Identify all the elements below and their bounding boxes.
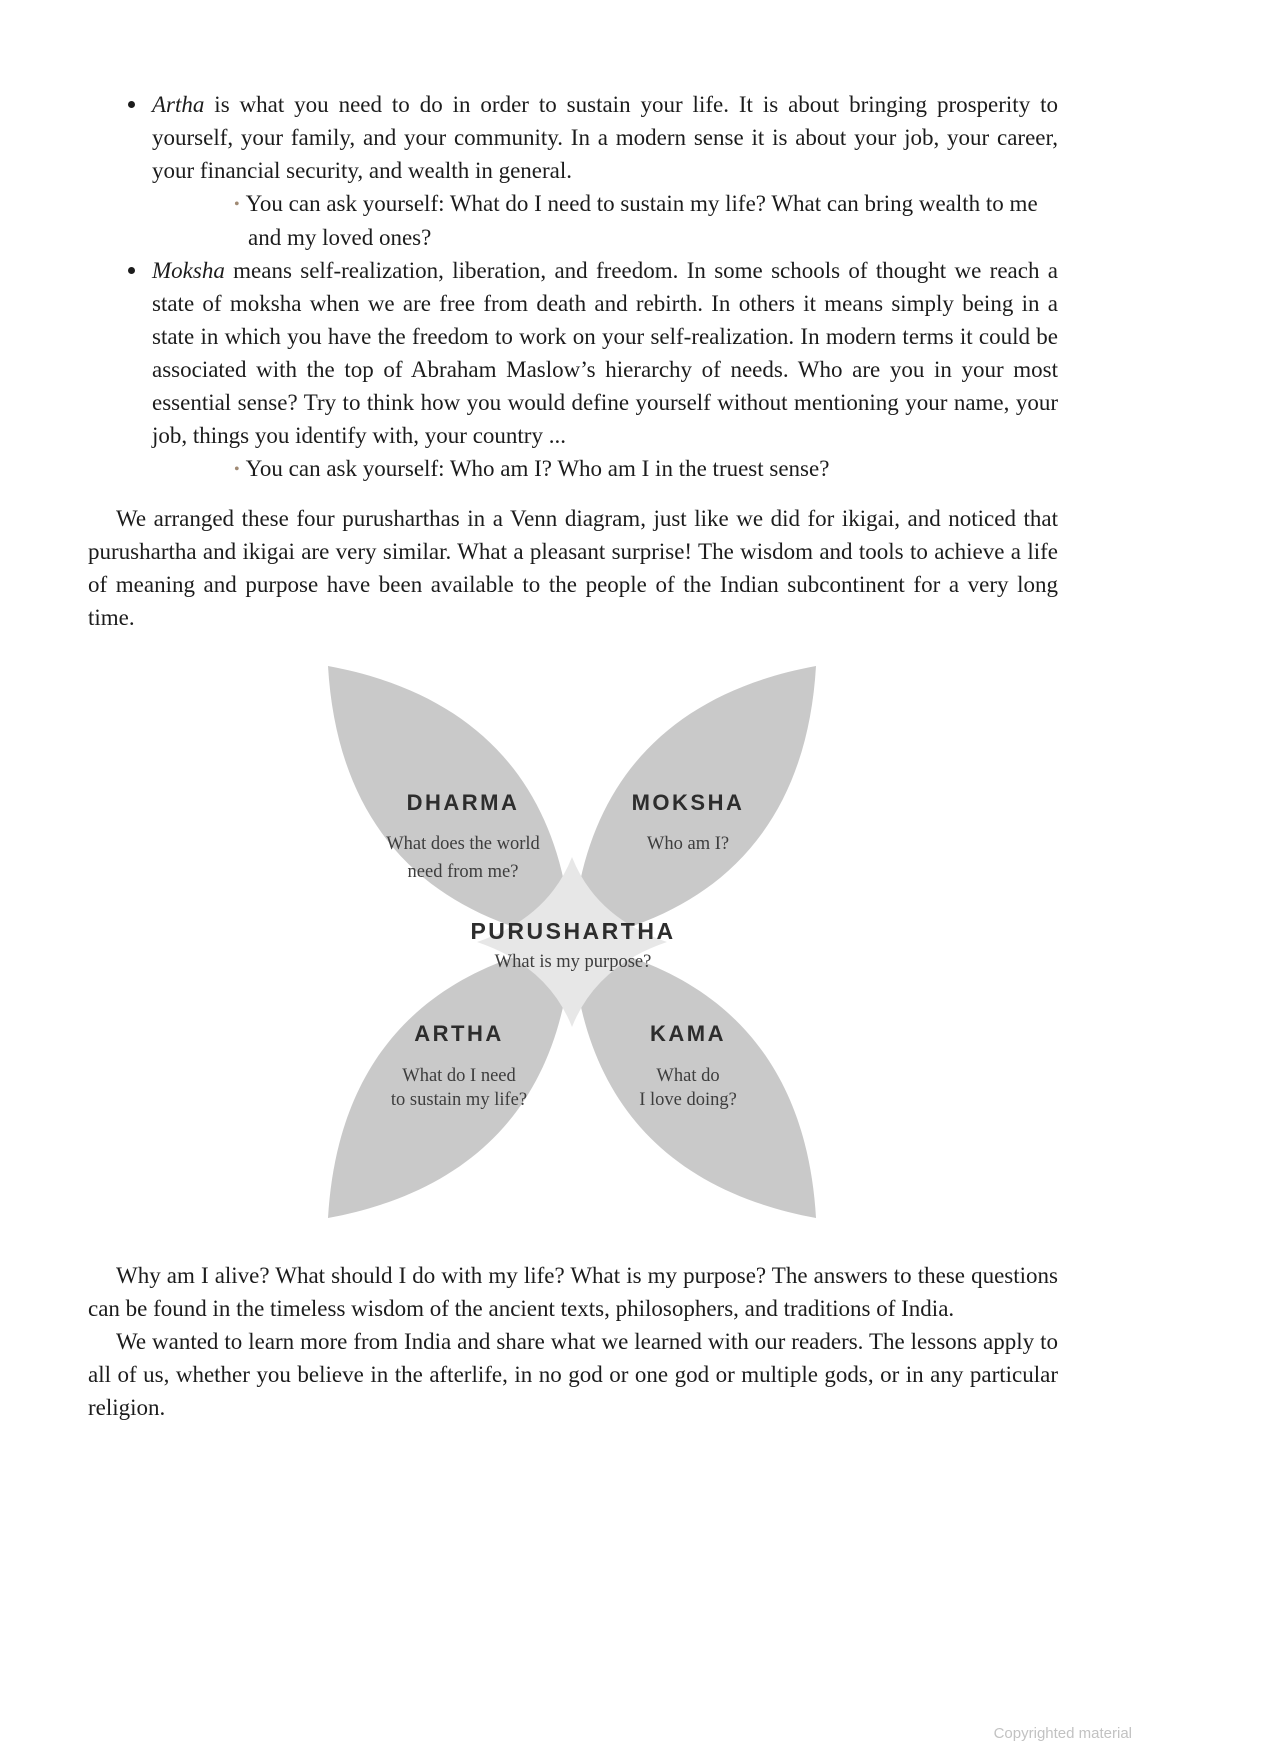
artha-title: ARTHA — [414, 1021, 504, 1046]
sub-bullet — [234, 187, 1058, 254]
paragraph-intro: We arranged these four purusharthas in a Venn diagram, just like we did for ikigai, and noticed that purushartha and ikigai are very similar. What a pleasant surprise! The wisdom and tools to achieve a life of meaning and purpose have been available to the people of the Indian subcontinent for a very long time. — [88, 506, 1058, 630]
list-item — [88, 254, 1058, 486]
bullet-dot-icon — [128, 267, 135, 274]
paragraph: We wanted to learn more from India and share what we learned with our readers. The lessons apply to all of us, whether you believe in the afterlife, in no god or one god or multiple gods, or in any particular religion. — [88, 1329, 1058, 1420]
dharma-question-line1: What does the world — [386, 834, 540, 854]
sub-bullet-text: You can ask yourself: Who am I? Who am I in the truest sense? — [245, 456, 830, 481]
dharma-title: DHARMA — [406, 790, 520, 815]
sub-bullet-text: You can ask yourself: What do I need to sustain my life? What can bring wealth to me and my loved ones? — [245, 191, 1038, 250]
purushartha-question: What is my purpose? — [494, 952, 652, 972]
kama-question-line2: I love doing? — [639, 1090, 737, 1110]
bullet-list — [88, 88, 1058, 486]
moksha-question-line1: Who am I? — [646, 834, 730, 854]
artha-question-line2: to sustain my life? — [390, 1090, 528, 1110]
term-artha: Artha — [152, 92, 205, 117]
bullet-text: is what you need to do in order to sustain your life. It is about bringing prosperity to yourself, your family, and your community. In a modern sense it is about your job, your career, your financial security, and wealth in general. — [152, 92, 1058, 183]
sub-bullet-dot-icon: • — [234, 196, 240, 213]
kama-title: KAMA — [650, 1021, 726, 1046]
venn-diagram-svg — [284, 664, 860, 1220]
copyright-watermark: Copyrighted material — [993, 1725, 1132, 1742]
bullet-text: means self-realization, liberation, and freedom. In some schools of thought we reach a state of moksha when we are free from death and rebirth. In others it means simply being in a state in which you have the freedom to work on your self-realization. In modern terms it could be associated with the top of Abraham Maslow’s hierarchy of needs. Who are you in your most essential sense? Try to think how you would define yourself without mentioning your name, your job, things you identify with, your country ... — [152, 258, 1058, 448]
list-item — [88, 88, 1058, 254]
sub-bullet-dot-icon: • — [234, 461, 240, 478]
page-body — [88, 88, 1058, 1424]
sub-bullet — [234, 452, 1058, 486]
purushartha-venn-diagram — [284, 664, 860, 1229]
bullet-dot-icon — [128, 101, 135, 108]
paragraph: Why am I alive? What should I do with my life? What is my purpose? The answers to these questions can be found in the timeless wisdom of the ancient texts, philosophers, and traditions of India. — [88, 1263, 1058, 1321]
dharma-question-line2: need from me? — [407, 862, 519, 882]
kama-question-line1: What do — [656, 1066, 720, 1086]
term-moksha: Moksha — [152, 258, 225, 283]
purushartha-title: PURUSHARTHA — [470, 918, 676, 944]
artha-question-line1: What do I need — [402, 1066, 516, 1086]
moksha-title: MOKSHA — [631, 790, 745, 815]
